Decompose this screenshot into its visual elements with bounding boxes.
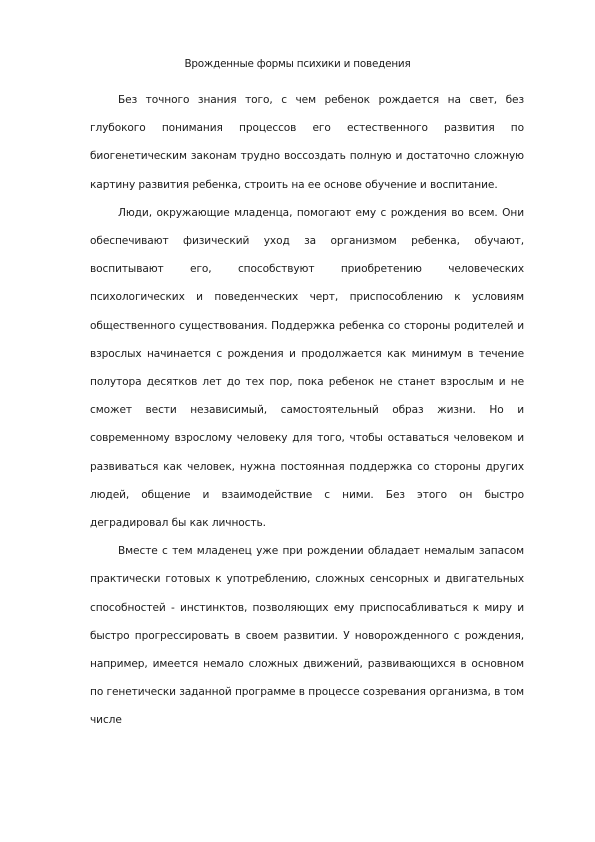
paragraph-3: Вместе с тем младенец уже при рождении обладает немалым запасом практически готовых к употреблению, сложных сенсорных и двигательных способностей - инстинктов, позволяющих ему приспосабливаться к миру и быстро прогрессировать в своем развитии. У новорожденного с рождения, например, имеется немало сложных движений, развивающихся в основном по генетически заданной программе в процессе созревания организма, в том числе (90, 545, 524, 727)
document-body (90, 86, 524, 735)
paragraph-2: Люди, окружающие младенца, помогают ему с рождения во всем. Они обеспечивают физический уход за организмом ребенка, обучают, воспитывают его, способствуют приобретению человеческих психологических и поведенческих черт, приспособлению к условиям общественного существования. Поддержка ребенка со стороны родителей и взрослых начинается с рождения и продолжается как минимум в течение полутора десятков лет до тех пор, пока ребенок не станет взрослым и не сможет вести независимый, самостоятельный образ жизни. Но и современному взрослому человеку для того, чтобы оставаться человеком и развиваться как человек, нужна постоянная поддержка со стороны других людей, общение и взаимодействие с ними. Без этого он быстро деградировал бы как личность. (90, 206, 524, 530)
paragraph-1: Без точного знания того, с чем ребенок рождается на свет, без глубокого понимания процессов его естественного развития по биогенетическим законам трудно воссоздать полную и достаточно сложную картину развития ребенка, строить на ее основе обучение и воспитание. (90, 94, 524, 191)
document-title: Врожденные формы психики и поведения (184, 58, 411, 70)
